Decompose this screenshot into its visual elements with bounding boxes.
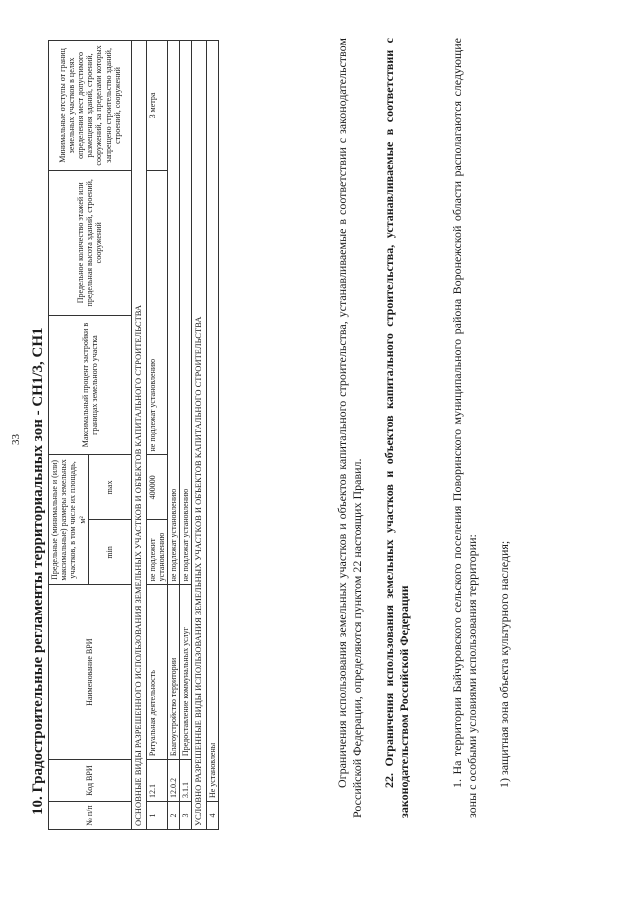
row-setback: 3 метра	[146, 41, 167, 171]
paragraph-restrictions: Ограничения использования земельных участков и объектов капитального строительства, устанавливаемые в соответствии с законодательством Российской Федерации, определяются пунктом 22 настоящих Правил.	[335, 38, 364, 818]
section-conditional-label: УСЛОВНО РАЗРЕШЕННЫЕ ВИДЫ ИСПОЛЬЗОВАНИЯ ЗЕМЕЛЬНЫХ УЧАСТКОВ И ОБЪЕКТОВ КАПИТАЛЬНОГО СТРОИТЕЛЬСТВА	[192, 41, 207, 830]
page-number: 33	[10, 434, 22, 445]
row-name: Благоустройство территории	[167, 585, 179, 760]
paragraph-heading-22: 22. Ограничения использования земельных участков и объектов капитального строительства, устанавливаемые в соответствии с законодательством Российской Федерации	[382, 38, 411, 818]
row-code: 3.1.1	[180, 760, 192, 802]
header-size-group: Предельные (минимальные и (или) максимальные) размеры земельных участков, в том числе их площадь, м²	[49, 455, 89, 585]
row-code: 12.0.2	[167, 760, 179, 802]
row-num: 2	[167, 802, 179, 830]
header-num: № п/п	[49, 802, 132, 830]
table-row	[146, 41, 167, 830]
header-code: Код ВРИ	[49, 760, 132, 802]
row-max: 400000	[146, 455, 167, 520]
table-row	[207, 41, 219, 830]
row-percent: не подлежат установлению	[146, 170, 167, 455]
row-text: Не установлены	[207, 41, 219, 802]
paragraph-zone-item-1: 1) защитная зона объекта культурного наследия;	[497, 540, 511, 788]
table-row	[180, 41, 192, 830]
table-row	[167, 41, 179, 830]
section-title: 10. Градостроительные регламенты территориальных зон - СН1/3, СН1	[30, 327, 46, 815]
row-num: 3	[180, 802, 192, 830]
header-setbacks: Минимальные отступы от границ земельных участков в целях определения мест допустимого размещения зданий, строений, сооружений, за пределами которых запрещено строительство зданий, строений, сооружений	[49, 41, 132, 171]
header-min: min	[88, 520, 131, 585]
header-floors: Предельное количество этажей или предельная высота зданий, строений, сооружений	[49, 170, 132, 315]
row-span-text: не подлежат установлению	[167, 41, 179, 585]
row-code: 12.1	[146, 760, 167, 802]
header-max: max	[88, 455, 131, 520]
regulations-table	[48, 40, 219, 830]
row-num: 4	[207, 802, 219, 830]
row-span-text: не подлежат установлению	[180, 41, 192, 585]
paragraph-zones-intro: 1. На территории Байчуровского сельского поселения Поворинского муниципального района Воронежской области располагаются следующие зоны с особыми условиями использования территории:	[450, 38, 479, 818]
row-num: 1	[146, 802, 167, 830]
header-max-percent: Максимальный процент застройки в границах земельного участка	[49, 315, 132, 455]
section-main-label: ОСНОВНЫЕ ВИДЫ РАЗРЕШЕННОГО ИСПОЛЬЗОВАНИЯ ЗЕМЕЛЬНЫХ УЧАСТКОВ И ОБЪЕКТОВ КАПИТАЛЬНОГО СТРОИТЕЛЬСТВА	[131, 41, 146, 830]
row-name: Предоставление коммунальных услуг	[180, 585, 192, 760]
header-name: Наименование ВРИ	[49, 585, 132, 760]
row-name: Ритуальная деятельность	[146, 585, 167, 760]
row-min: не подлежит установлению	[146, 520, 167, 585]
